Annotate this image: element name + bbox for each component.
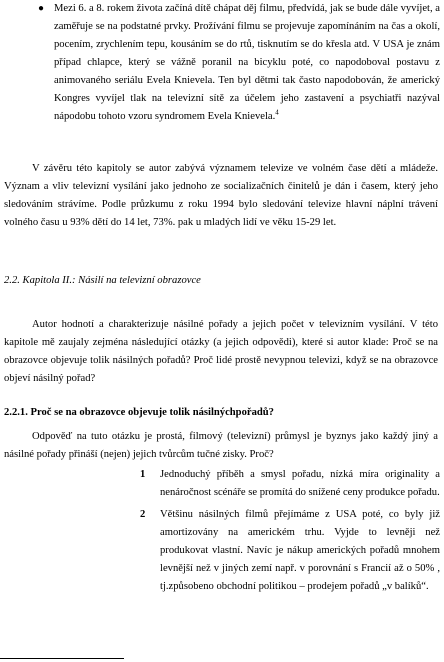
numbered-list [136,466,440,600]
list-item-text: Většinu násilných filmů přejímáme z USA poté, co byly již amortizovány na americkém trhu. Vyjde to levněji než produkovat vlastní. Navíc je nákup amerických pořadů mnohem levnější než v jiných zemí např. v porovnání s Francií až o 50% , tj.způsobeno obchodní politikou – prodejem pořadů „v balíků“. [160,509,440,592]
section-heading: 2.2.1. Proč se na obrazovce objevuje tolik násilnýchpořadů? [4,407,274,418]
list-item-number: 2 [140,509,146,520]
paragraph-violent-programs: Autor hodnotí a charakterizuje násilné pořady a jejich počet v televizním vysílání. V této kapitole mě zaujaly zejména následující otázky (a jejich odpovědi), které si autor klade: Proč se na obrazovce objevuje tolik násilných pořadů? Proč lidé prostě nevypnou televizi, když se na obrazovce objeví násilný pořad? [4,319,438,384]
bullet-item [38,0,440,126]
footnote-separator [0,658,124,659]
paragraph-free-time: V závěru této kapitoly se autor zabývá významem televize ve volném čase dětí a mládeže. Význam a vliv televizní vysílání jako jednoho ze socializačních činitelů je dán i časem, který jeho sledováním strávíme. Podle průzkumu z roku 1994 bylo sledování televize hlavní náplní trávení volného času u 93% dětí do 14 let, 73%. pak u mladých lidí ve věku 15-29 let. [4,163,438,228]
bullet-dot-icon: ● [38,3,45,14]
bullet-text: Mezi 6. a 8. rokem života začíná dítě chápat děj filmu, předvídá, jak se bude dále vyvíjet, a zaměřuje se na podstatné prvky. Prožívání filmu se projevuje zapomínáním na čas a okolí, pocením, zrychlením tepu, kousáním se do rtů, tisknutím se do křesla atd. V USA je znám případ chlapce, který se vážně poranil na bicyklu poté, co napodoboval postavu z animovaného seriálu Evela Knievela. Ten byl dětmi tak často napodobován, že americký Kongres vyvíjel tlak na televizní sítě za účelem jeho zastavení a psychiatři nazýval nápodobu tohoto vzoru syndromem Evela Knievela. [54,3,440,122]
list-item-number: 1 [140,469,146,480]
chapter-heading: 2.2. Kapitola II.: Násilí na televizní obrazovce [4,275,201,286]
paragraph-answer: Odpověď na tuto otázku je prostá, filmový (televizní) průmysl je byznys jako každý jiný a násilné pořady přináší (nejen) jejich tvůrcům tučné zisky. Proč? [4,431,438,460]
footnote-mark: 4 [275,108,279,117]
list-item [136,506,440,596]
bullet-paragraph [54,0,440,126]
list-item [136,466,440,502]
list-item-text: Jednoduchý příběh a smysl pořadu, nízká míra originality a nenáročnost scénáře se promítá do snížené ceny produkce pořadu. [160,469,440,498]
